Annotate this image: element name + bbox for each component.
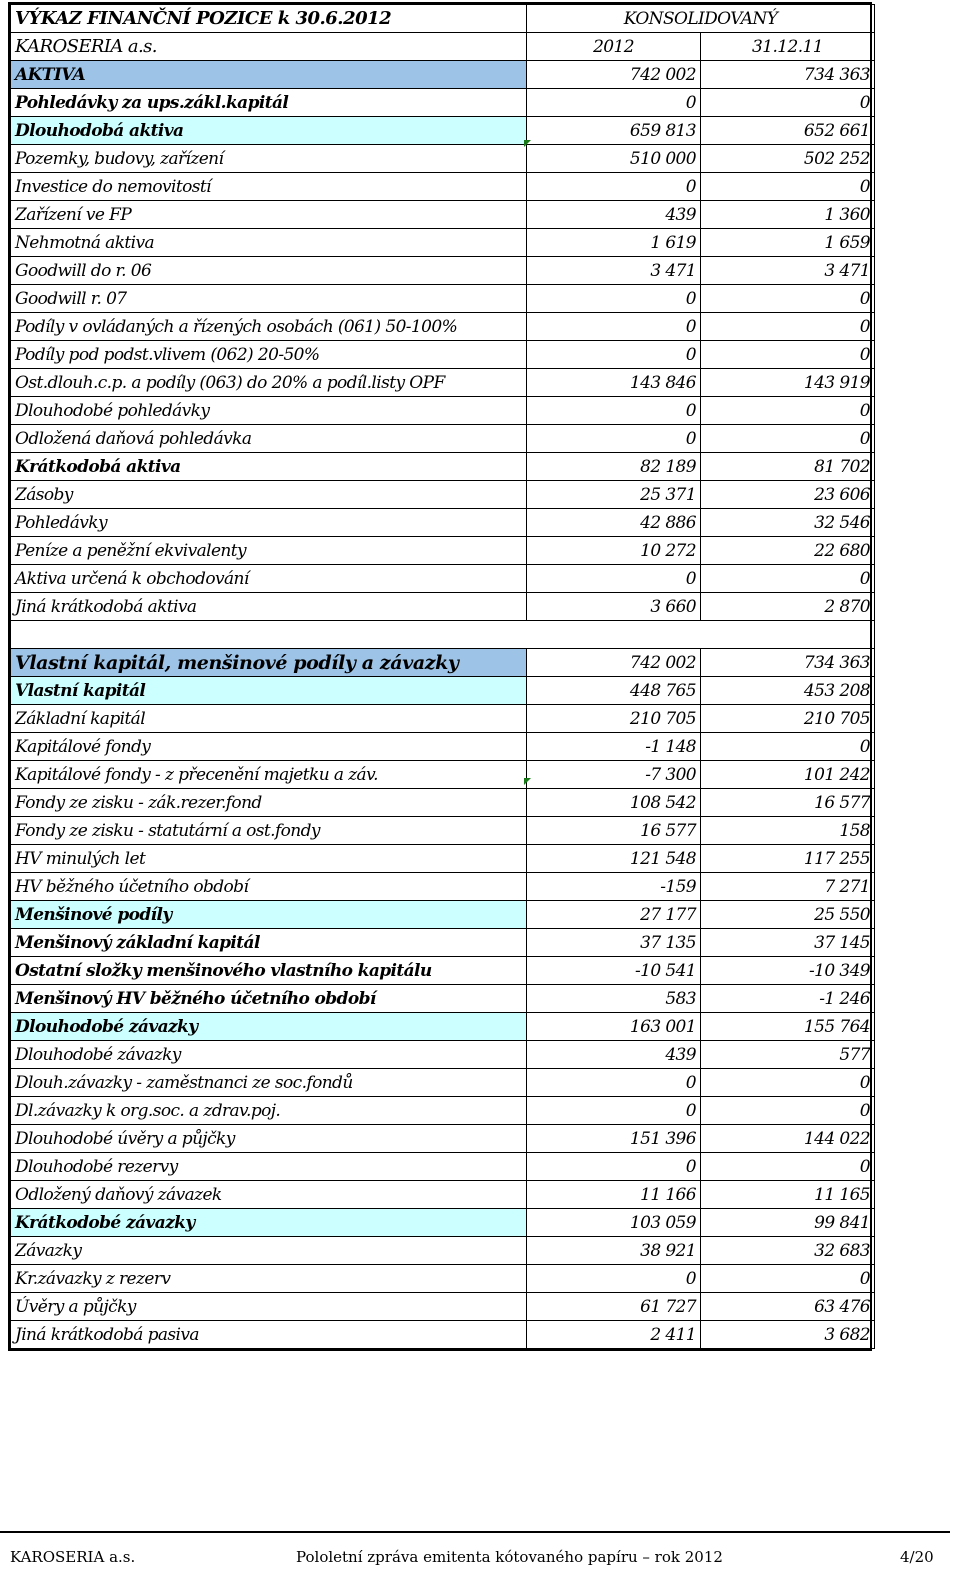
value-current: 0 xyxy=(527,565,701,593)
value-current: 38 921 xyxy=(527,1237,701,1265)
value-prior: 143 919 xyxy=(701,369,875,397)
row-label: Odložená daňová pohledávka xyxy=(11,425,527,453)
value-current: 0 xyxy=(527,341,701,369)
row-label: Dlouhodobé pohledávky xyxy=(11,397,527,425)
value-prior: 0 xyxy=(701,89,875,117)
value-current: 11 166 xyxy=(527,1181,701,1209)
table-row xyxy=(11,397,875,425)
table-row xyxy=(11,61,875,89)
value-current: 16 577 xyxy=(527,817,701,845)
value-current: 659 813 xyxy=(527,117,701,145)
row-label: Jiná krátkodobá pasiva xyxy=(11,1321,527,1349)
table-row xyxy=(11,761,875,789)
value-prior: 37 145 xyxy=(701,929,875,957)
value-current: 0 xyxy=(527,397,701,425)
row-label: Dlouh.závazky - zaměstnanci ze soc.fondů xyxy=(11,1069,527,1097)
table-row xyxy=(11,873,875,901)
table-row xyxy=(11,369,875,397)
row-label: Fondy ze zisku - zák.rezer.fond xyxy=(11,789,527,817)
value-current: 3 660 xyxy=(527,593,701,621)
value-current: 0 xyxy=(527,1069,701,1097)
value-prior: 2 870 xyxy=(701,593,875,621)
row-label: Menšinový HV běžného účetního období xyxy=(11,985,527,1013)
value-prior: 158 xyxy=(701,817,875,845)
value-current: 439 xyxy=(527,201,701,229)
table-row xyxy=(11,425,875,453)
value-current: 82 189 xyxy=(527,453,701,481)
value-prior: 3 682 xyxy=(701,1321,875,1349)
table-row xyxy=(11,117,875,145)
value-current: 1 619 xyxy=(527,229,701,257)
value-prior: 155 764 xyxy=(701,1013,875,1041)
value-current: 121 548 xyxy=(527,845,701,873)
row-label: Dlouhodobé rezervy xyxy=(11,1153,527,1181)
row-label: Goodwill do r. 06 xyxy=(11,257,527,285)
table-row xyxy=(11,537,875,565)
value-prior: 22 680 xyxy=(701,537,875,565)
value-current: -1 148 xyxy=(527,733,701,761)
footer-page-number: 4/20 xyxy=(900,1548,934,1566)
row-label: Pohledávky xyxy=(11,509,527,537)
value-current: 25 371 xyxy=(527,481,701,509)
table-row xyxy=(11,201,875,229)
value-prior: 210 705 xyxy=(701,705,875,733)
table-row xyxy=(11,593,875,621)
row-label: Pozemky, budovy, zařízení xyxy=(11,145,527,173)
row-label: Zařízení ve FP xyxy=(11,201,527,229)
table-row xyxy=(11,1293,875,1321)
value-prior: -10 349 xyxy=(701,957,875,985)
value-prior: -1 246 xyxy=(701,985,875,1013)
value-current: 151 396 xyxy=(527,1125,701,1153)
row-label: Peníze a peněžní ekvivalenty xyxy=(11,537,527,565)
row-label: Kapitálové fondy - z přecenění majetku a záv. xyxy=(11,761,527,789)
row-label: Dlouhodobé závazky xyxy=(11,1041,527,1069)
value-prior: 32 683 xyxy=(701,1237,875,1265)
row-label: Menšinový základní kapitál xyxy=(11,929,527,957)
table-row xyxy=(11,453,875,481)
table-row xyxy=(11,313,875,341)
value-current: 108 542 xyxy=(527,789,701,817)
value-prior: 81 702 xyxy=(701,453,875,481)
value-current: -10 541 xyxy=(527,957,701,985)
value-prior: 3 471 xyxy=(701,257,875,285)
row-label: Jiná krátkodobá aktiva xyxy=(11,593,527,621)
row-label: Nehmotná aktiva xyxy=(11,229,527,257)
table-row xyxy=(11,1041,875,1069)
balance-sheet xyxy=(8,2,872,1351)
row-label: Investice do nemovitostí xyxy=(11,173,527,201)
row-label: Pohledávky za ups.zákl.kapitál xyxy=(11,89,527,117)
footer-divider xyxy=(0,1531,950,1533)
table-row xyxy=(11,1209,875,1237)
value-current: 510 000 xyxy=(527,145,701,173)
table-row xyxy=(11,1237,875,1265)
table-row xyxy=(11,145,875,173)
value-current: 3 471 xyxy=(527,257,701,285)
value-current: 0 xyxy=(527,1265,701,1293)
value-prior: 25 550 xyxy=(701,901,875,929)
row-label: Ost.dlouh.c.p. a podíly (063) do 20% a podíl.listy OPF xyxy=(11,369,527,397)
value-prior: 11 165 xyxy=(701,1181,875,1209)
table-row xyxy=(11,509,875,537)
spacer-cell xyxy=(11,621,875,649)
value-prior: 0 xyxy=(701,1097,875,1125)
value-prior: 502 252 xyxy=(701,145,875,173)
table-row xyxy=(11,173,875,201)
row-label: Dlouhodobé závazky xyxy=(11,1013,527,1041)
table-row xyxy=(11,1321,875,1349)
table-row xyxy=(11,733,875,761)
value-prior: 23 606 xyxy=(701,481,875,509)
value-current: 0 xyxy=(527,425,701,453)
table-row xyxy=(11,229,875,257)
comment-marker-icon xyxy=(524,140,531,147)
value-current: 439 xyxy=(527,1041,701,1069)
value-prior: 0 xyxy=(701,285,875,313)
row-label: HV minulých let xyxy=(11,845,527,873)
value-prior: 0 xyxy=(701,173,875,201)
row-label: Závazky xyxy=(11,1237,527,1265)
table-row xyxy=(11,1265,875,1293)
row-label: Kr.závazky z rezerv xyxy=(11,1265,527,1293)
table-row xyxy=(11,257,875,285)
value-current: 0 xyxy=(527,285,701,313)
report-scope: KONSOLIDOVANÝ xyxy=(527,5,875,33)
row-label: Úvěry a půjčky xyxy=(11,1293,527,1321)
table-row xyxy=(11,957,875,985)
table-row xyxy=(11,341,875,369)
value-prior: 1 360 xyxy=(701,201,875,229)
value-prior: 144 022 xyxy=(701,1125,875,1153)
value-prior: 1 659 xyxy=(701,229,875,257)
row-label: Krátkodobá aktiva xyxy=(11,453,527,481)
value-current: 448 765 xyxy=(527,677,701,705)
table-row xyxy=(11,985,875,1013)
value-prior: 0 xyxy=(701,1265,875,1293)
row-label: HV běžného účetního období xyxy=(11,873,527,901)
row-label: Dlouhodobá aktiva xyxy=(11,117,527,145)
row-label: Menšinové podíly xyxy=(11,901,527,929)
value-current: 0 xyxy=(527,1097,701,1125)
value-current: 742 002 xyxy=(527,61,701,89)
value-current: 10 272 xyxy=(527,537,701,565)
table-row xyxy=(11,677,875,705)
value-current: 163 001 xyxy=(527,1013,701,1041)
value-current: 37 135 xyxy=(527,929,701,957)
table-row xyxy=(11,817,875,845)
column-header-current: 2012 xyxy=(527,33,701,61)
value-current: 0 xyxy=(527,173,701,201)
table-row xyxy=(11,1125,875,1153)
table-row xyxy=(11,1069,875,1097)
value-current: -159 xyxy=(527,873,701,901)
row-label: Ostatní složky menšinového vlastního kapitálu xyxy=(11,957,527,985)
comment-marker-icon xyxy=(524,778,531,785)
table-row xyxy=(11,649,875,677)
value-prior: 0 xyxy=(701,397,875,425)
value-current: 210 705 xyxy=(527,705,701,733)
company-name: KAROSERIA a.s. xyxy=(11,33,527,61)
value-prior: 734 363 xyxy=(701,61,875,89)
row-label: Podíly v ovládaných a řízených osobách (061) 50-100% xyxy=(11,313,527,341)
value-prior: 734 363 xyxy=(701,649,875,677)
company-row xyxy=(11,33,875,61)
row-label: Základní kapitál xyxy=(11,705,527,733)
value-prior: 99 841 xyxy=(701,1209,875,1237)
value-prior: 0 xyxy=(701,313,875,341)
value-current: 0 xyxy=(527,1153,701,1181)
value-current: 143 846 xyxy=(527,369,701,397)
spacer-row xyxy=(11,621,875,649)
value-current: 61 727 xyxy=(527,1293,701,1321)
table-row xyxy=(11,789,875,817)
value-current: 0 xyxy=(527,89,701,117)
row-label: Krátkodobé závazky xyxy=(11,1209,527,1237)
value-prior: 7 271 xyxy=(701,873,875,901)
row-label: Odložený daňový závazek xyxy=(11,1181,527,1209)
table-row xyxy=(11,481,875,509)
value-prior: 0 xyxy=(701,1069,875,1097)
table-row xyxy=(11,705,875,733)
value-prior: 63 476 xyxy=(701,1293,875,1321)
value-prior: 101 242 xyxy=(701,761,875,789)
table-row xyxy=(11,929,875,957)
value-prior: 0 xyxy=(701,1153,875,1181)
row-label: Fondy ze zisku - statutární a ost.fondy xyxy=(11,817,527,845)
value-prior: 0 xyxy=(701,733,875,761)
value-current: 742 002 xyxy=(527,649,701,677)
row-label: Dl.závazky k org.soc. a zdrav.poj. xyxy=(11,1097,527,1125)
value-prior: 16 577 xyxy=(701,789,875,817)
balance-sheet-table xyxy=(10,4,875,1349)
table-row xyxy=(11,565,875,593)
value-prior: 453 208 xyxy=(701,677,875,705)
value-current: 583 xyxy=(527,985,701,1013)
value-current: 27 177 xyxy=(527,901,701,929)
table-row xyxy=(11,1013,875,1041)
value-current: 2 411 xyxy=(527,1321,701,1349)
value-prior: 0 xyxy=(701,425,875,453)
table-row xyxy=(11,89,875,117)
report-title: VÝKAZ FINANČNÍ POZICE k 30.6.2012 xyxy=(11,5,527,33)
value-prior: 32 546 xyxy=(701,509,875,537)
row-label: AKTIVA xyxy=(11,61,527,89)
row-label: Vlastní kapitál, menšinové podíly a závazky xyxy=(11,649,527,677)
table-row xyxy=(11,285,875,313)
table-row xyxy=(11,901,875,929)
value-current: 103 059 xyxy=(527,1209,701,1237)
value-current: -7 300 xyxy=(527,761,701,789)
title-row xyxy=(11,5,875,33)
table-row xyxy=(11,845,875,873)
footer-company: KAROSERIA a.s. xyxy=(10,1548,136,1566)
row-label: Dlouhodobé úvěry a půjčky xyxy=(11,1125,527,1153)
value-prior: 577 xyxy=(701,1041,875,1069)
value-current: 0 xyxy=(527,313,701,341)
column-header-prior: 31.12.11 xyxy=(701,33,875,61)
table-row xyxy=(11,1097,875,1125)
value-prior: 0 xyxy=(701,565,875,593)
row-label: Aktiva určená k obchodování xyxy=(11,565,527,593)
value-prior: 0 xyxy=(701,341,875,369)
value-current: 42 886 xyxy=(527,509,701,537)
table-row xyxy=(11,1181,875,1209)
row-label: Podíly pod podst.vlivem (062) 20-50% xyxy=(11,341,527,369)
value-prior: 652 661 xyxy=(701,117,875,145)
row-label: Vlastní kapitál xyxy=(11,677,527,705)
row-label: Kapitálové fondy xyxy=(11,733,527,761)
row-label: Zásoby xyxy=(11,481,527,509)
footer-document-title: Pololetní zpráva emitenta kótovaného papíru – rok 2012 xyxy=(296,1548,723,1566)
row-label: Goodwill r. 07 xyxy=(11,285,527,313)
table-row xyxy=(11,1153,875,1181)
value-prior: 117 255 xyxy=(701,845,875,873)
